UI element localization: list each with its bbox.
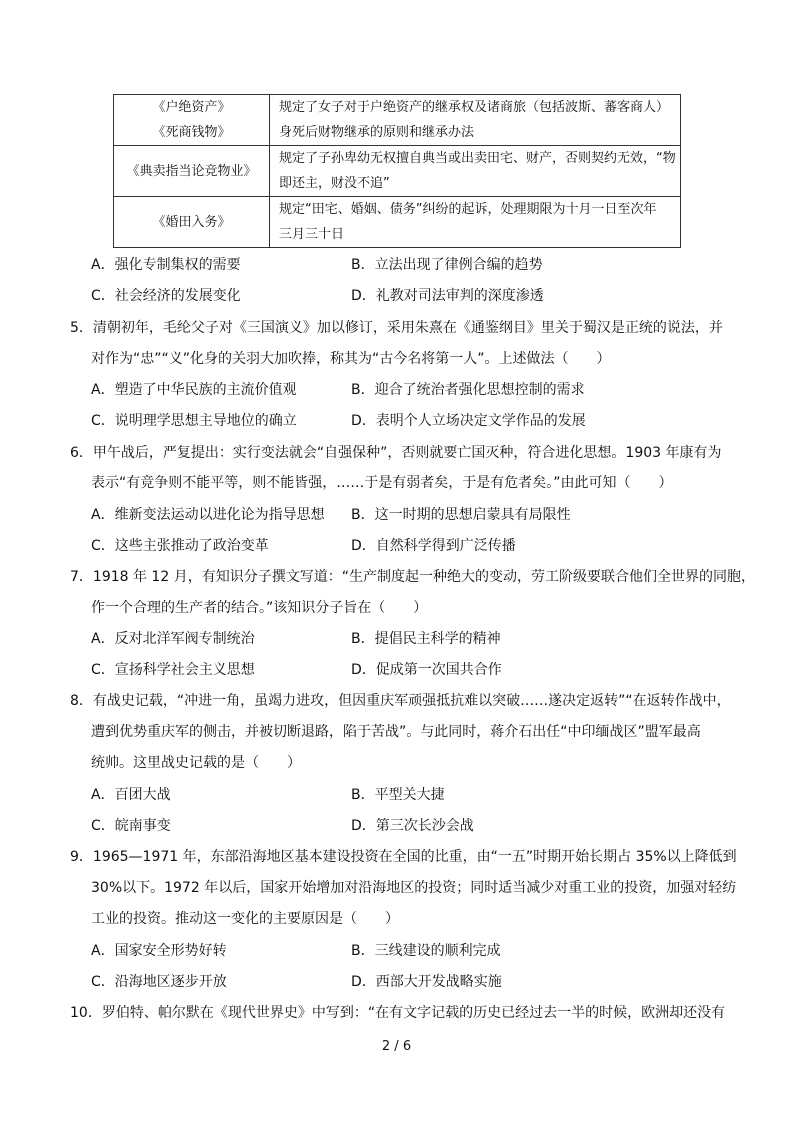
table-cell-title bbox=[114, 146, 270, 197]
option-b: B．迎合了统治者强化思想控制的需求 bbox=[351, 382, 585, 398]
option-d: D．第三次长沙会战 bbox=[351, 818, 474, 834]
table-row bbox=[114, 95, 681, 146]
option-d: D．西部大开发战略实施 bbox=[351, 974, 502, 990]
question-7-stem: 7．1918 年 12 月，有知识分子撰文写道：“生产制度起一种绝大的变动，劳工阶级要联合他们全世界的同胞， bbox=[70, 569, 755, 585]
question-9-stem: 30%以下。1972 年以后，国家开始增加对沿海地区的投资；同时适当减少对重工业的投资，加强对轻纺 bbox=[91, 880, 737, 896]
table-row bbox=[114, 197, 681, 248]
option-c: C．宣扬科学社会主义思想 bbox=[91, 662, 255, 678]
option-a: A．百团大战 bbox=[91, 787, 171, 803]
question-5-stem: 对作为“忠”“义”化身的关羽大加吹捧，称其为“古今名将第一人”。上述做法（ ） bbox=[91, 351, 611, 367]
question-8-stem: 遭到优势重庆军的侧击，并被切断退路，陷于苦战”。与此同时，蒋介石出任“中印缅战区”盟军最高 bbox=[91, 724, 701, 740]
option-c: C．说明理学思想主导地位的确立 bbox=[91, 413, 297, 429]
table-row bbox=[114, 146, 681, 197]
question-8-stem: 8．有战史记载，“冲进一角，虽竭力进攻，但因重庆军顽强抵抗难以突破……遂决定返转”“在返转作战中， bbox=[70, 693, 731, 709]
option-d: D．自然科学得到广泛传播 bbox=[351, 538, 516, 554]
option-b: B．平型关大捷 bbox=[351, 787, 445, 803]
cell-line: 即还主，财没不追” bbox=[279, 176, 390, 191]
option-d: D．表明个人立场决定文学作品的发展 bbox=[351, 413, 586, 429]
question-8-stem: 统帅。这里战史记载的是（ ） bbox=[91, 755, 301, 771]
option-a: A．塑造了中华民族的主流价值观 bbox=[91, 382, 297, 398]
cell-line: 《死商钱物》 bbox=[152, 125, 231, 140]
option-a: A．国家安全形势好转 bbox=[91, 943, 227, 959]
question-9-stem: 工业的投资。推动这一变化的主要原因是（ ） bbox=[91, 911, 399, 927]
option-d: D．礼教对司法审判的深度渗透 bbox=[351, 288, 544, 304]
cell-line: 三月三十日 bbox=[279, 227, 345, 242]
option-b: B．提倡民主科学的精神 bbox=[351, 631, 501, 647]
option-c: C．皖南事变 bbox=[91, 818, 171, 834]
question-6-stem: 6．甲午战后，严复提出：实行变法就会“自强保种”，否则就要亡国灭种，符合进化思想。1903 年康有为 bbox=[70, 445, 722, 461]
cell-line: 规定“田宅、婚姻、债务”纠纷的起诉，处理期限为十月一日至次年 bbox=[279, 202, 657, 217]
law-table bbox=[113, 94, 681, 248]
page-number: 2 / 6 bbox=[381, 1039, 412, 1054]
cell-line: 《户绝资产》 bbox=[152, 100, 231, 115]
question-6-stem: 表示“有竞争则不能平等，则不能皆强，……于是有弱者矣，于是有危者矣。”由此可知（ ） bbox=[91, 475, 673, 491]
option-b: B．三线建设的顺利完成 bbox=[351, 943, 501, 959]
option-c: C．这些主张推动了政治变革 bbox=[91, 538, 269, 554]
cell-line: 规定了子孙卑幼无权擅自典当或出卖田宅、财产，否则契约无效，“物 bbox=[279, 151, 676, 166]
cell-line: 规定了女子对于户绝资产的继承权及诸商旅（包括波斯、蕃客商人） bbox=[279, 100, 670, 115]
cell-line: 《典卖指当论竞物业》 bbox=[126, 163, 257, 179]
cell-line: 身死后财物继承的原则和继承办法 bbox=[279, 125, 475, 140]
table-cell-content bbox=[270, 95, 681, 146]
option-a: A．反对北洋军阀专制统治 bbox=[91, 631, 255, 647]
option-d: D．促成第一次国共合作 bbox=[351, 662, 502, 678]
question-5-stem: 5．清朝初年，毛纶父子对《三国演义》加以修订，采用朱熹在《通鉴纲目》里关于蜀汉是正统的说法，并 bbox=[70, 320, 723, 336]
option-a: A．维新变法运动以进化论为指导思想 bbox=[91, 507, 325, 523]
option-a: A．强化专制集权的需要 bbox=[91, 257, 241, 273]
table-cell-content bbox=[270, 146, 681, 197]
question-10-stem: 10．罗伯特、帕尔默在《现代世界史》中写到：“在有文字记载的历史已经过去一半的时候，欧洲却还没有 bbox=[70, 1005, 726, 1021]
option-b: B．这一时期的思想启蒙具有局限性 bbox=[351, 507, 571, 523]
option-c: C．沿海地区逐步开放 bbox=[91, 974, 227, 990]
option-b: B．立法出现了律例合编的趋势 bbox=[351, 257, 543, 273]
question-7-stem: 作一个合理的生产者的结合。”该知识分子旨在（ ） bbox=[91, 600, 428, 616]
table-cell-title bbox=[114, 197, 270, 248]
cell-line: 《婚田入务》 bbox=[152, 214, 231, 230]
table-cell-title bbox=[114, 95, 270, 146]
question-9-stem: 9．1965—1971 年，东部沿海地区基本建设投资在全国的比重，由“一五”时期开始长期占 35%以上降低到 bbox=[70, 849, 737, 865]
option-c: C．社会经济的发展变化 bbox=[91, 288, 241, 304]
table-cell-content bbox=[270, 197, 681, 248]
